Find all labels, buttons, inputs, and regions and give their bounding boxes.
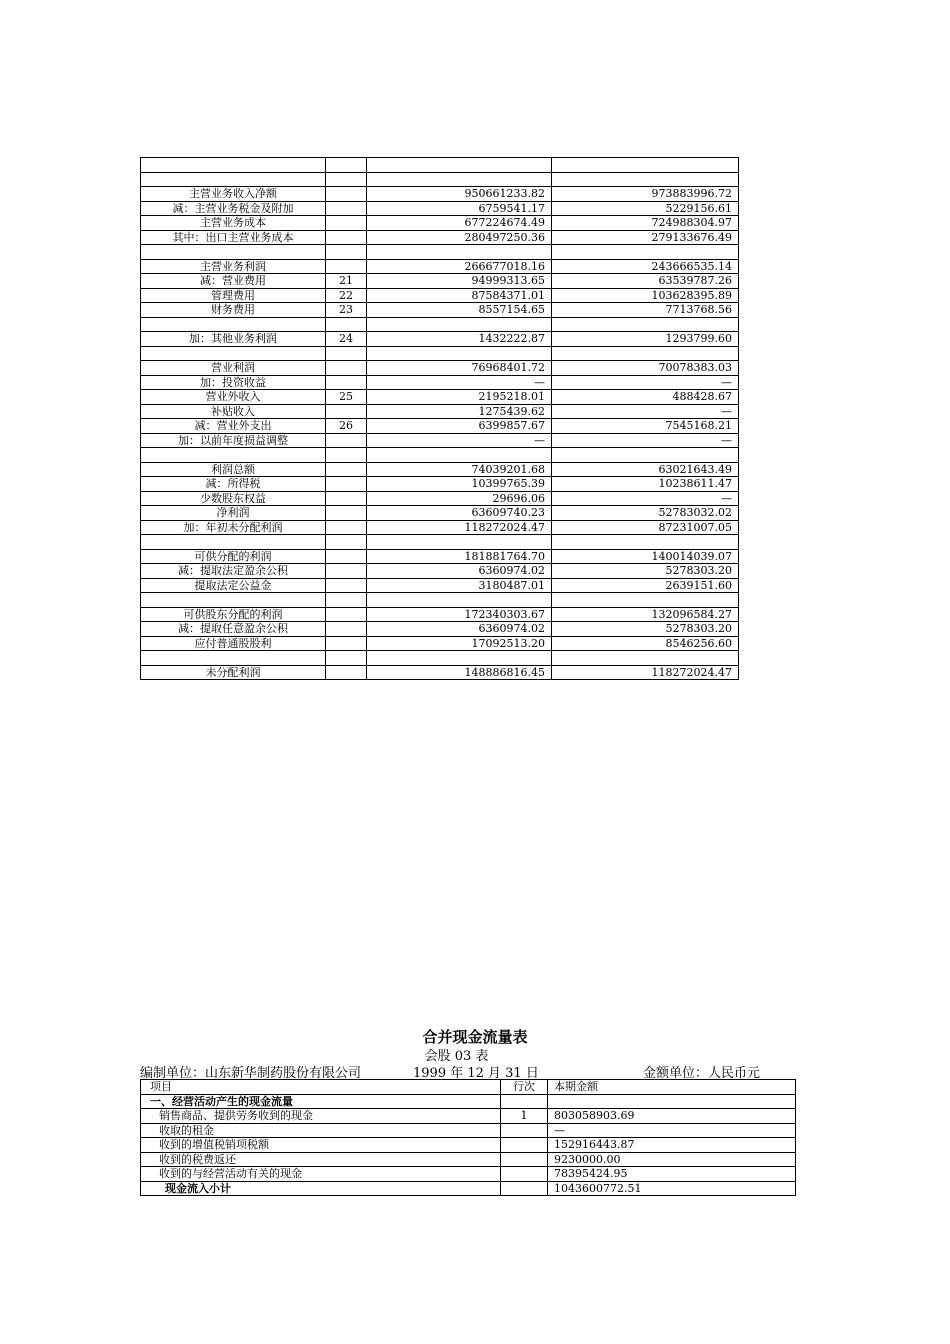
row-item: 其中：出口主营业务成本 bbox=[141, 230, 326, 245]
row-item: 收到的增值税销项税额 bbox=[141, 1138, 501, 1153]
row-item: 可供股东分配的利润 bbox=[141, 607, 326, 622]
row-line-no bbox=[326, 346, 367, 361]
table-row bbox=[141, 259, 739, 274]
row-prior-amount: 7713768.56 bbox=[552, 303, 739, 318]
row-prior-amount bbox=[552, 651, 739, 666]
row-current-amount: 1275439.62 bbox=[367, 404, 552, 419]
table-row bbox=[141, 332, 739, 347]
row-current-amount bbox=[367, 158, 552, 173]
row-current-amount: 3180487.01 bbox=[367, 578, 552, 593]
header-item: 项目 bbox=[141, 1080, 501, 1095]
row-line-no bbox=[501, 1181, 548, 1196]
row-item: 减：所得税 bbox=[141, 477, 326, 492]
table-row bbox=[141, 535, 739, 550]
row-prior-amount bbox=[552, 172, 739, 187]
row-prior-amount: 973883996.72 bbox=[552, 187, 739, 202]
row-current-amount: 118272024.47 bbox=[367, 520, 552, 535]
row-amount: 9230000.00 bbox=[548, 1152, 796, 1167]
table-row bbox=[141, 346, 739, 361]
table-row bbox=[141, 622, 739, 637]
row-item bbox=[141, 448, 326, 463]
table-row bbox=[141, 477, 739, 492]
row-current-amount: 148886816.45 bbox=[367, 665, 552, 680]
row-line-no bbox=[501, 1123, 548, 1138]
row-current-amount: 2195218.01 bbox=[367, 390, 552, 405]
table-row bbox=[141, 245, 739, 260]
row-line-no bbox=[326, 433, 367, 448]
row-line-no bbox=[326, 230, 367, 245]
row-current-amount bbox=[367, 172, 552, 187]
row-current-amount: 950661233.82 bbox=[367, 187, 552, 202]
row-prior-amount bbox=[552, 158, 739, 173]
table-row bbox=[141, 491, 739, 506]
table-row bbox=[141, 230, 739, 245]
form-code: 会股 03 表 bbox=[424, 1049, 489, 1064]
row-current-amount bbox=[367, 317, 552, 332]
row-prior-amount: 87231007.05 bbox=[552, 520, 739, 535]
row-item: 未分配利润 bbox=[141, 665, 326, 680]
row-amount: 1043600772.51 bbox=[548, 1181, 796, 1196]
table-row bbox=[141, 375, 739, 390]
row-line-no: 1 bbox=[501, 1109, 548, 1124]
table-row bbox=[141, 665, 739, 680]
row-line-no bbox=[326, 549, 367, 564]
row-prior-amount bbox=[552, 448, 739, 463]
table-row bbox=[141, 216, 739, 231]
row-prior-amount: 8546256.60 bbox=[552, 636, 739, 651]
row-line-no bbox=[326, 448, 367, 463]
row-prior-amount: 118272024.47 bbox=[552, 665, 739, 680]
row-item: 少数股东权益 bbox=[141, 491, 326, 506]
row-line-no: 26 bbox=[326, 419, 367, 434]
income-statement-table bbox=[140, 157, 739, 680]
row-item: 财务费用 bbox=[141, 303, 326, 318]
row-item: 销售商品、提供劳务收到的现金 bbox=[141, 1109, 501, 1124]
row-current-amount: 1432222.87 bbox=[367, 332, 552, 347]
row-item: 减：提取任意盈余公积 bbox=[141, 622, 326, 637]
row-line-no bbox=[326, 607, 367, 622]
row-current-amount bbox=[367, 593, 552, 608]
row-prior-amount: — bbox=[552, 491, 739, 506]
row-item: 减：营业费用 bbox=[141, 274, 326, 289]
table-row bbox=[141, 158, 739, 173]
row-item: 净利润 bbox=[141, 506, 326, 521]
row-line-no bbox=[326, 622, 367, 637]
header-line: 行次 bbox=[501, 1080, 548, 1095]
row-prior-amount: — bbox=[552, 404, 739, 419]
row-item: 利润总额 bbox=[141, 462, 326, 477]
row-line-no bbox=[326, 361, 367, 376]
row-prior-amount: 5278303.20 bbox=[552, 564, 739, 579]
table-row bbox=[141, 303, 739, 318]
row-prior-amount: 132096584.27 bbox=[552, 607, 739, 622]
row-prior-amount: 103628395.89 bbox=[552, 288, 739, 303]
row-current-amount: 29696.06 bbox=[367, 491, 552, 506]
row-item: 现金流入小计 bbox=[141, 1181, 501, 1196]
row-current-amount: 76968401.72 bbox=[367, 361, 552, 376]
row-prior-amount: 63539787.26 bbox=[552, 274, 739, 289]
row-prior-amount: — bbox=[552, 375, 739, 390]
table-row bbox=[141, 1123, 796, 1138]
row-line-no bbox=[326, 578, 367, 593]
row-item: 减：营业外支出 bbox=[141, 419, 326, 434]
row-item: 收到的税费返还 bbox=[141, 1152, 501, 1167]
row-current-amount: 17092513.20 bbox=[367, 636, 552, 651]
table-row bbox=[141, 636, 739, 651]
row-line-no bbox=[326, 520, 367, 535]
row-prior-amount: 140014039.07 bbox=[552, 549, 739, 564]
row-item: 加：其他业务利润 bbox=[141, 332, 326, 347]
row-line-no bbox=[326, 201, 367, 216]
table-row bbox=[141, 390, 739, 405]
row-line-no bbox=[326, 477, 367, 492]
row-prior-amount: 488428.67 bbox=[552, 390, 739, 405]
row-current-amount: 87584371.01 bbox=[367, 288, 552, 303]
row-prior-amount: 7545168.21 bbox=[552, 419, 739, 434]
row-line-no: 22 bbox=[326, 288, 367, 303]
table-row bbox=[141, 274, 739, 289]
table-row bbox=[141, 607, 739, 622]
row-current-amount: 6360974.02 bbox=[367, 564, 552, 579]
row-amount: 78395424.95 bbox=[548, 1167, 796, 1182]
row-current-amount: 280497250.36 bbox=[367, 230, 552, 245]
row-item bbox=[141, 158, 326, 173]
table-row bbox=[141, 433, 739, 448]
row-item: 营业利润 bbox=[141, 361, 326, 376]
row-item bbox=[141, 651, 326, 666]
row-item bbox=[141, 535, 326, 550]
row-item: 主营业务利润 bbox=[141, 259, 326, 274]
header-amount: 本期金额 bbox=[548, 1080, 796, 1095]
table-row bbox=[141, 462, 739, 477]
row-prior-amount bbox=[552, 346, 739, 361]
row-line-no bbox=[501, 1094, 548, 1109]
row-amount: 152916443.87 bbox=[548, 1138, 796, 1153]
row-current-amount bbox=[367, 448, 552, 463]
row-prior-amount: 279133676.49 bbox=[552, 230, 739, 245]
table-row bbox=[141, 506, 739, 521]
row-line-no bbox=[326, 462, 367, 477]
row-amount: — bbox=[548, 1123, 796, 1138]
row-amount: 803058903.69 bbox=[548, 1109, 796, 1124]
row-item: 收取的租金 bbox=[141, 1123, 501, 1138]
row-item: 可供分配的利润 bbox=[141, 549, 326, 564]
row-line-no bbox=[326, 187, 367, 202]
table-row bbox=[141, 288, 739, 303]
row-item: 主营业务收入净额 bbox=[141, 187, 326, 202]
table-row bbox=[141, 520, 739, 535]
row-current-amount: 6399857.67 bbox=[367, 419, 552, 434]
row-item: 一、经营活动产生的现金流量 bbox=[141, 1094, 501, 1109]
row-item bbox=[141, 245, 326, 260]
row-line-no bbox=[326, 564, 367, 579]
row-line-no bbox=[326, 404, 367, 419]
row-prior-amount: 243666535.14 bbox=[552, 259, 739, 274]
table-row bbox=[141, 549, 739, 564]
row-item: 主营业务成本 bbox=[141, 216, 326, 231]
row-line-no bbox=[326, 172, 367, 187]
row-current-amount: 6360974.02 bbox=[367, 622, 552, 637]
row-prior-amount: 5278303.20 bbox=[552, 622, 739, 637]
row-prior-amount: 2639151.60 bbox=[552, 578, 739, 593]
table-row bbox=[141, 201, 739, 216]
row-line-no bbox=[326, 245, 367, 260]
row-current-amount bbox=[367, 535, 552, 550]
row-item: 减：主营业务税金及附加 bbox=[141, 201, 326, 216]
cash-flow-title: 合并现金流量表 bbox=[422, 1028, 528, 1046]
row-current-amount bbox=[367, 651, 552, 666]
table-row bbox=[141, 593, 739, 608]
table-row bbox=[141, 361, 739, 376]
row-line-no bbox=[501, 1152, 548, 1167]
row-prior-amount: 5229156.61 bbox=[552, 201, 739, 216]
cash-flow-header-row bbox=[141, 1080, 796, 1095]
row-prior-amount: 724988304.97 bbox=[552, 216, 739, 231]
currency-unit: 金额单位：人民币元 bbox=[643, 1066, 761, 1081]
row-item: 收到的与经营活动有关的现金 bbox=[141, 1167, 501, 1182]
row-prior-amount bbox=[552, 535, 739, 550]
table-row bbox=[141, 1167, 796, 1182]
row-current-amount: 8557154.65 bbox=[367, 303, 552, 318]
row-current-amount: 266677018.16 bbox=[367, 259, 552, 274]
row-amount bbox=[548, 1094, 796, 1109]
row-item: 应付普通股股利 bbox=[141, 636, 326, 651]
row-line-no bbox=[326, 665, 367, 680]
row-prior-amount: 1293799.60 bbox=[552, 332, 739, 347]
row-item bbox=[141, 172, 326, 187]
row-line-no bbox=[326, 651, 367, 666]
table-row bbox=[141, 448, 739, 463]
row-line-no: 24 bbox=[326, 332, 367, 347]
table-row bbox=[141, 1152, 796, 1167]
row-line-no bbox=[326, 593, 367, 608]
table-row bbox=[141, 1138, 796, 1153]
row-line-no bbox=[326, 216, 367, 231]
row-line-no: 25 bbox=[326, 390, 367, 405]
table-row bbox=[141, 578, 739, 593]
row-current-amount: 6759541.17 bbox=[367, 201, 552, 216]
row-item: 提取法定公益金 bbox=[141, 578, 326, 593]
row-line-no bbox=[326, 259, 367, 274]
row-prior-amount: 63021643.49 bbox=[552, 462, 739, 477]
row-prior-amount: 52783032.02 bbox=[552, 506, 739, 521]
row-prior-amount: 10238611.47 bbox=[552, 477, 739, 492]
row-current-amount: 10399765.39 bbox=[367, 477, 552, 492]
table-row bbox=[141, 1094, 796, 1109]
row-current-amount: 63609740.23 bbox=[367, 506, 552, 521]
row-line-no bbox=[326, 506, 367, 521]
row-prior-amount: 70078383.03 bbox=[552, 361, 739, 376]
row-line-no bbox=[326, 317, 367, 332]
table-row bbox=[141, 1109, 796, 1124]
table-row bbox=[141, 564, 739, 579]
row-item: 管理费用 bbox=[141, 288, 326, 303]
row-line-no bbox=[501, 1138, 548, 1153]
row-prior-amount bbox=[552, 593, 739, 608]
row-line-no bbox=[326, 535, 367, 550]
row-item: 加：年初未分配利润 bbox=[141, 520, 326, 535]
row-item: 加：以前年度损益调整 bbox=[141, 433, 326, 448]
table-row bbox=[141, 419, 739, 434]
row-prior-amount bbox=[552, 317, 739, 332]
row-current-amount bbox=[367, 346, 552, 361]
row-current-amount: 172340303.67 bbox=[367, 607, 552, 622]
table-row bbox=[141, 187, 739, 202]
row-current-amount: — bbox=[367, 433, 552, 448]
table-row bbox=[141, 404, 739, 419]
table-row bbox=[141, 172, 739, 187]
reporting-entity: 编制单位：山东新华制药股份有限公司 bbox=[140, 1066, 362, 1081]
row-current-amount: 677224674.49 bbox=[367, 216, 552, 231]
row-current-amount: — bbox=[367, 375, 552, 390]
row-line-no bbox=[326, 491, 367, 506]
row-line-no: 23 bbox=[326, 303, 367, 318]
table-row bbox=[141, 1181, 796, 1196]
row-current-amount bbox=[367, 245, 552, 260]
row-item: 营业外收入 bbox=[141, 390, 326, 405]
table-row bbox=[141, 651, 739, 666]
row-prior-amount: — bbox=[552, 433, 739, 448]
row-current-amount: 74039201.68 bbox=[367, 462, 552, 477]
report-date: 1999 年 12 月 31 日 bbox=[413, 1066, 539, 1081]
row-item bbox=[141, 346, 326, 361]
row-line-no bbox=[326, 158, 367, 173]
row-line-no: 21 bbox=[326, 274, 367, 289]
row-item: 加：投资收益 bbox=[141, 375, 326, 390]
row-line-no bbox=[326, 375, 367, 390]
row-prior-amount bbox=[552, 245, 739, 260]
row-line-no bbox=[501, 1167, 548, 1182]
row-item bbox=[141, 317, 326, 332]
row-item bbox=[141, 593, 326, 608]
row-line-no bbox=[326, 636, 367, 651]
row-current-amount: 94999313.65 bbox=[367, 274, 552, 289]
table-row bbox=[141, 317, 739, 332]
row-item: 补贴收入 bbox=[141, 404, 326, 419]
row-item: 减：提取法定盈余公积 bbox=[141, 564, 326, 579]
cash-flow-table bbox=[140, 1079, 796, 1196]
row-current-amount: 181881764.70 bbox=[367, 549, 552, 564]
